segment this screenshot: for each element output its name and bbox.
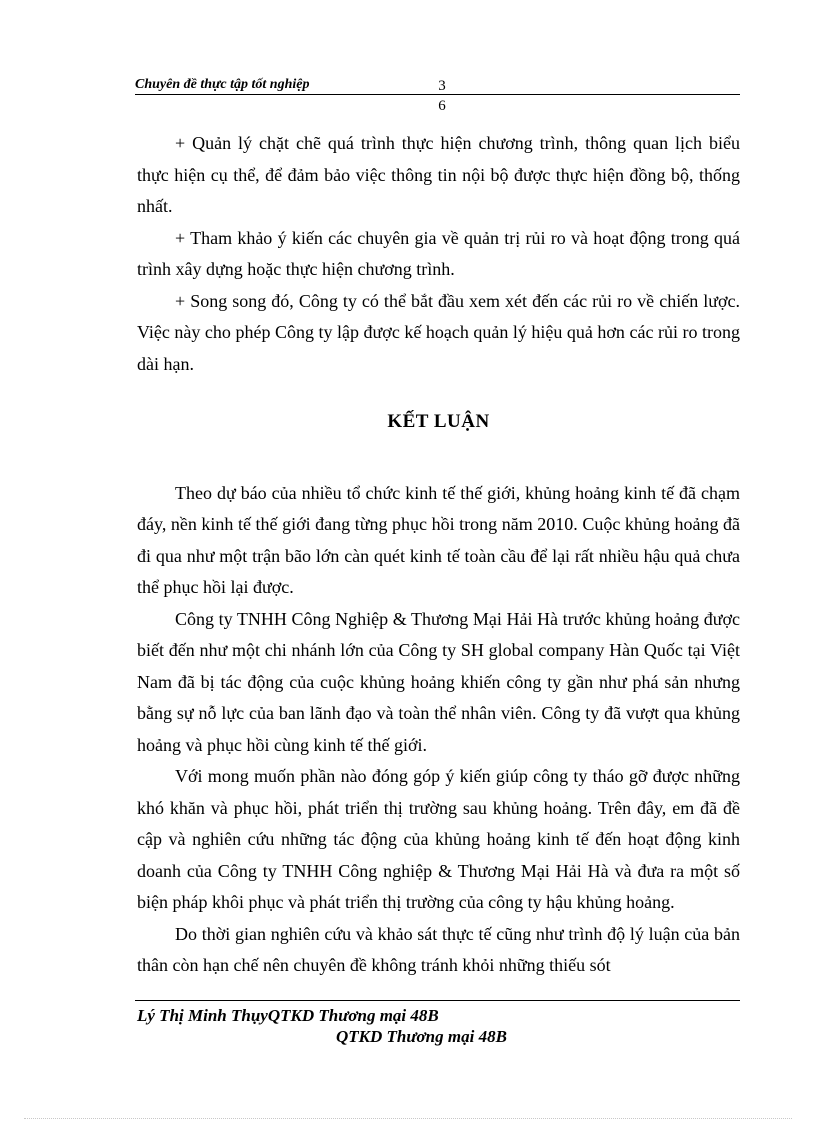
header-title: Chuyên đề thực tập tốt nghiệp	[135, 77, 310, 92]
footer-class: QTKD Thương mại 48B	[336, 1027, 507, 1046]
paragraph: Công ty TNHH Công Nghiệp & Thương Mại Hải Hà trước khủng hoảng được biết đến như một chi nhánh lớn của Công ty SH global company Hàn Quốc tại Việt Nam đã bị tác động của cuộc khủng hoảng khiến công ty gần như phá sản nhưng bằng sự nỗ lực của ban lãnh đạo và toàn thể nhân viên. Công ty đã vượt qua khủng hoảng và phục hồi cùng kinh tế thế giới.	[137, 608, 740, 755]
section-heading: KẾT LUẬN	[387, 411, 490, 432]
footer-author: Lý Thị Minh ThụyQTKD Thương mại 48B	[137, 1006, 439, 1025]
page-number-bottom: 6	[438, 98, 446, 114]
page-number-top: 3	[438, 78, 446, 94]
paragraph: + Tham khảo ý kiến các chuyên gia về quản trị rủi ro và hoạt động trong quá trình xây dựng hoặc thực hiện chương trình.	[137, 227, 740, 279]
document-body	[137, 128, 740, 982]
paragraph: Theo dự báo của nhiều tổ chức kinh tế thế giới, khủng hoảng kinh tế đã chạm đáy, nền kinh tế thế giới đang từng phục hồi trong năm 2010. Cuộc khủng hoảng đã đi qua như một trận bão lớn càn quét kinh tế toàn cầu để lại rất nhiều hậu quả chưa thể phục hồi lại được.	[137, 482, 740, 597]
page-edge	[24, 1118, 792, 1119]
paragraph: Do thời gian nghiên cứu và khảo sát thực tế cũng như trình độ lý luận của bản thân còn hạn chế nên chuyên đề không tránh khỏi những thiếu sót	[137, 923, 740, 975]
paragraph: Với mong muốn phần nào đóng góp ý kiến giúp công ty tháo gỡ được những khó khăn và phục hồi, phát triển thị trường sau khủng hoảng. Trên đây, em đã đề cập và nghiên cứu những tác động của khủng hoảng kinh tế đến hoạt động kinh doanh của Công ty TNHH Công nghiệp & Thương Mại Hải Hà và đưa ra một số biện pháp khôi phục và phát triển thị trường của công ty hậu khủng hoảng.	[137, 766, 740, 912]
paragraph: + Quản lý chặt chẽ quá trình thực hiện chương trình, thông quan lịch biểu thực hiện cụ thể, để đảm bảo việc thông tin nội bộ được thực hiện đồng bộ, thống nhất.	[137, 133, 740, 216]
footer-divider	[135, 1000, 740, 1001]
paragraph: + Song song đó, Công ty có thể bắt đầu xem xét đến các rủi ro về chiến lược. Việc này cho phép Công ty lập được kế hoạch quản lý hiệu quả hơn các rủi ro trong dài hạn.	[137, 290, 740, 374]
